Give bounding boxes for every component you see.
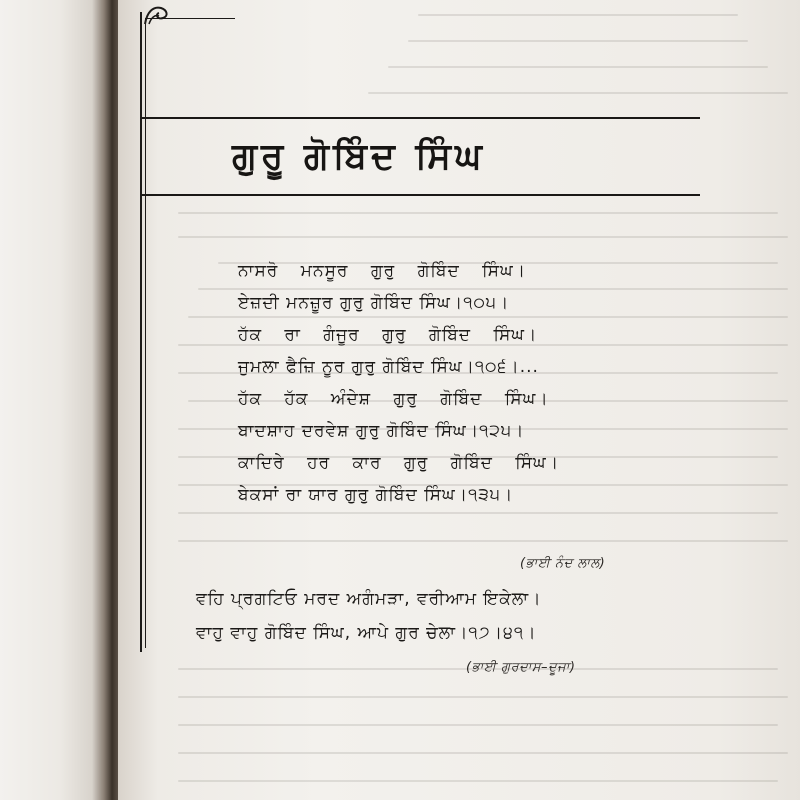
citation-gurdas: (ਭਾਈ ਗੁਰਦਾਸ–ਦੂਜਾ)	[466, 660, 576, 675]
chapter-title: ਗੁਰੂ ਗੋਬਿੰਦ ਸਿੰਘ	[232, 136, 486, 177]
verse-line: ਨਾਸਰੋ ਮਨਸੂਰ ਗੁਰੁ ਗੋਬਿੰਦ ਸਿੰਘ।	[238, 261, 527, 281]
corner-ornament-icon	[143, 4, 173, 26]
verse-line: ਬਾਦਸ਼ਾਹ ਦਰਵੇਸ਼ ਗੁਰੁ ਗੋਬਿੰਦ ਸਿੰਘ।੧੨੫।	[238, 421, 525, 441]
frame-border-outer	[140, 12, 142, 652]
title-rule-top	[142, 117, 700, 119]
verse-line: ਬੇਕਸਾਂ ਰਾ ਯਾਰ ਗੁਰੁ ਗੋਬਿੰਦ ਸਿੰਘ।੧੩੫।	[238, 485, 514, 505]
verse-line: ਵਾਹੁ ਵਾਹੁ ਗੋਬਿੰਦ ਸਿੰਘ, ਆਪੇ ਗੁਰ ਚੇਲਾ।੧੭।੪੧।	[196, 623, 537, 643]
verse-line: ਵਹਿ ਪ੍ਰਗਟਿਓ ਮਰਦ ਅਗੰਮੜਾ, ਵਰੀਆਮ ਇਕੇਲਾ।	[196, 589, 542, 609]
frame-border-top	[145, 18, 235, 19]
stanza-nand-lal	[238, 255, 658, 511]
title-rule-bottom	[142, 194, 700, 196]
verse-line: ਹੱਕ ਰਾ ਗੰਜੂਰ ਗੁਰੁ ਗੋਬਿੰਦ ਸਿੰਘ।	[238, 325, 538, 345]
stanza-gurdas	[196, 582, 696, 650]
citation-nand-lal: (ਭਾਈ ਨੰਦ ਲਾਲ)	[520, 556, 606, 571]
book-spine	[0, 0, 118, 800]
verse-line: ਏਜ਼ਦੀ ਮਨਜ਼ੂਰ ਗੁਰੁ ਗੋਬਿੰਦ ਸਿੰਘ।੧੦੫।	[238, 293, 510, 313]
frame-border-inner	[145, 18, 146, 648]
verse-line: ਹੱਕ ਹੱਕ ਅੰਦੇਸ਼ ਗੁਰੁ ਗੋਬਿੰਦ ਸਿੰਘ।	[238, 389, 549, 409]
verse-line: ਜੁਮਲਾ ਫੈਜ਼ਿ ਨੂਰ ਗੁਰੁ ਗੋਬਿੰਦ ਸਿੰਘ।੧੦੬।...	[238, 357, 539, 377]
verse-line: ਕਾਦਿਰੇ ਹਰ ਕਾਰ ਗੁਰੁ ਗੋਬਿੰਦ ਸਿੰਘ।	[238, 453, 560, 473]
